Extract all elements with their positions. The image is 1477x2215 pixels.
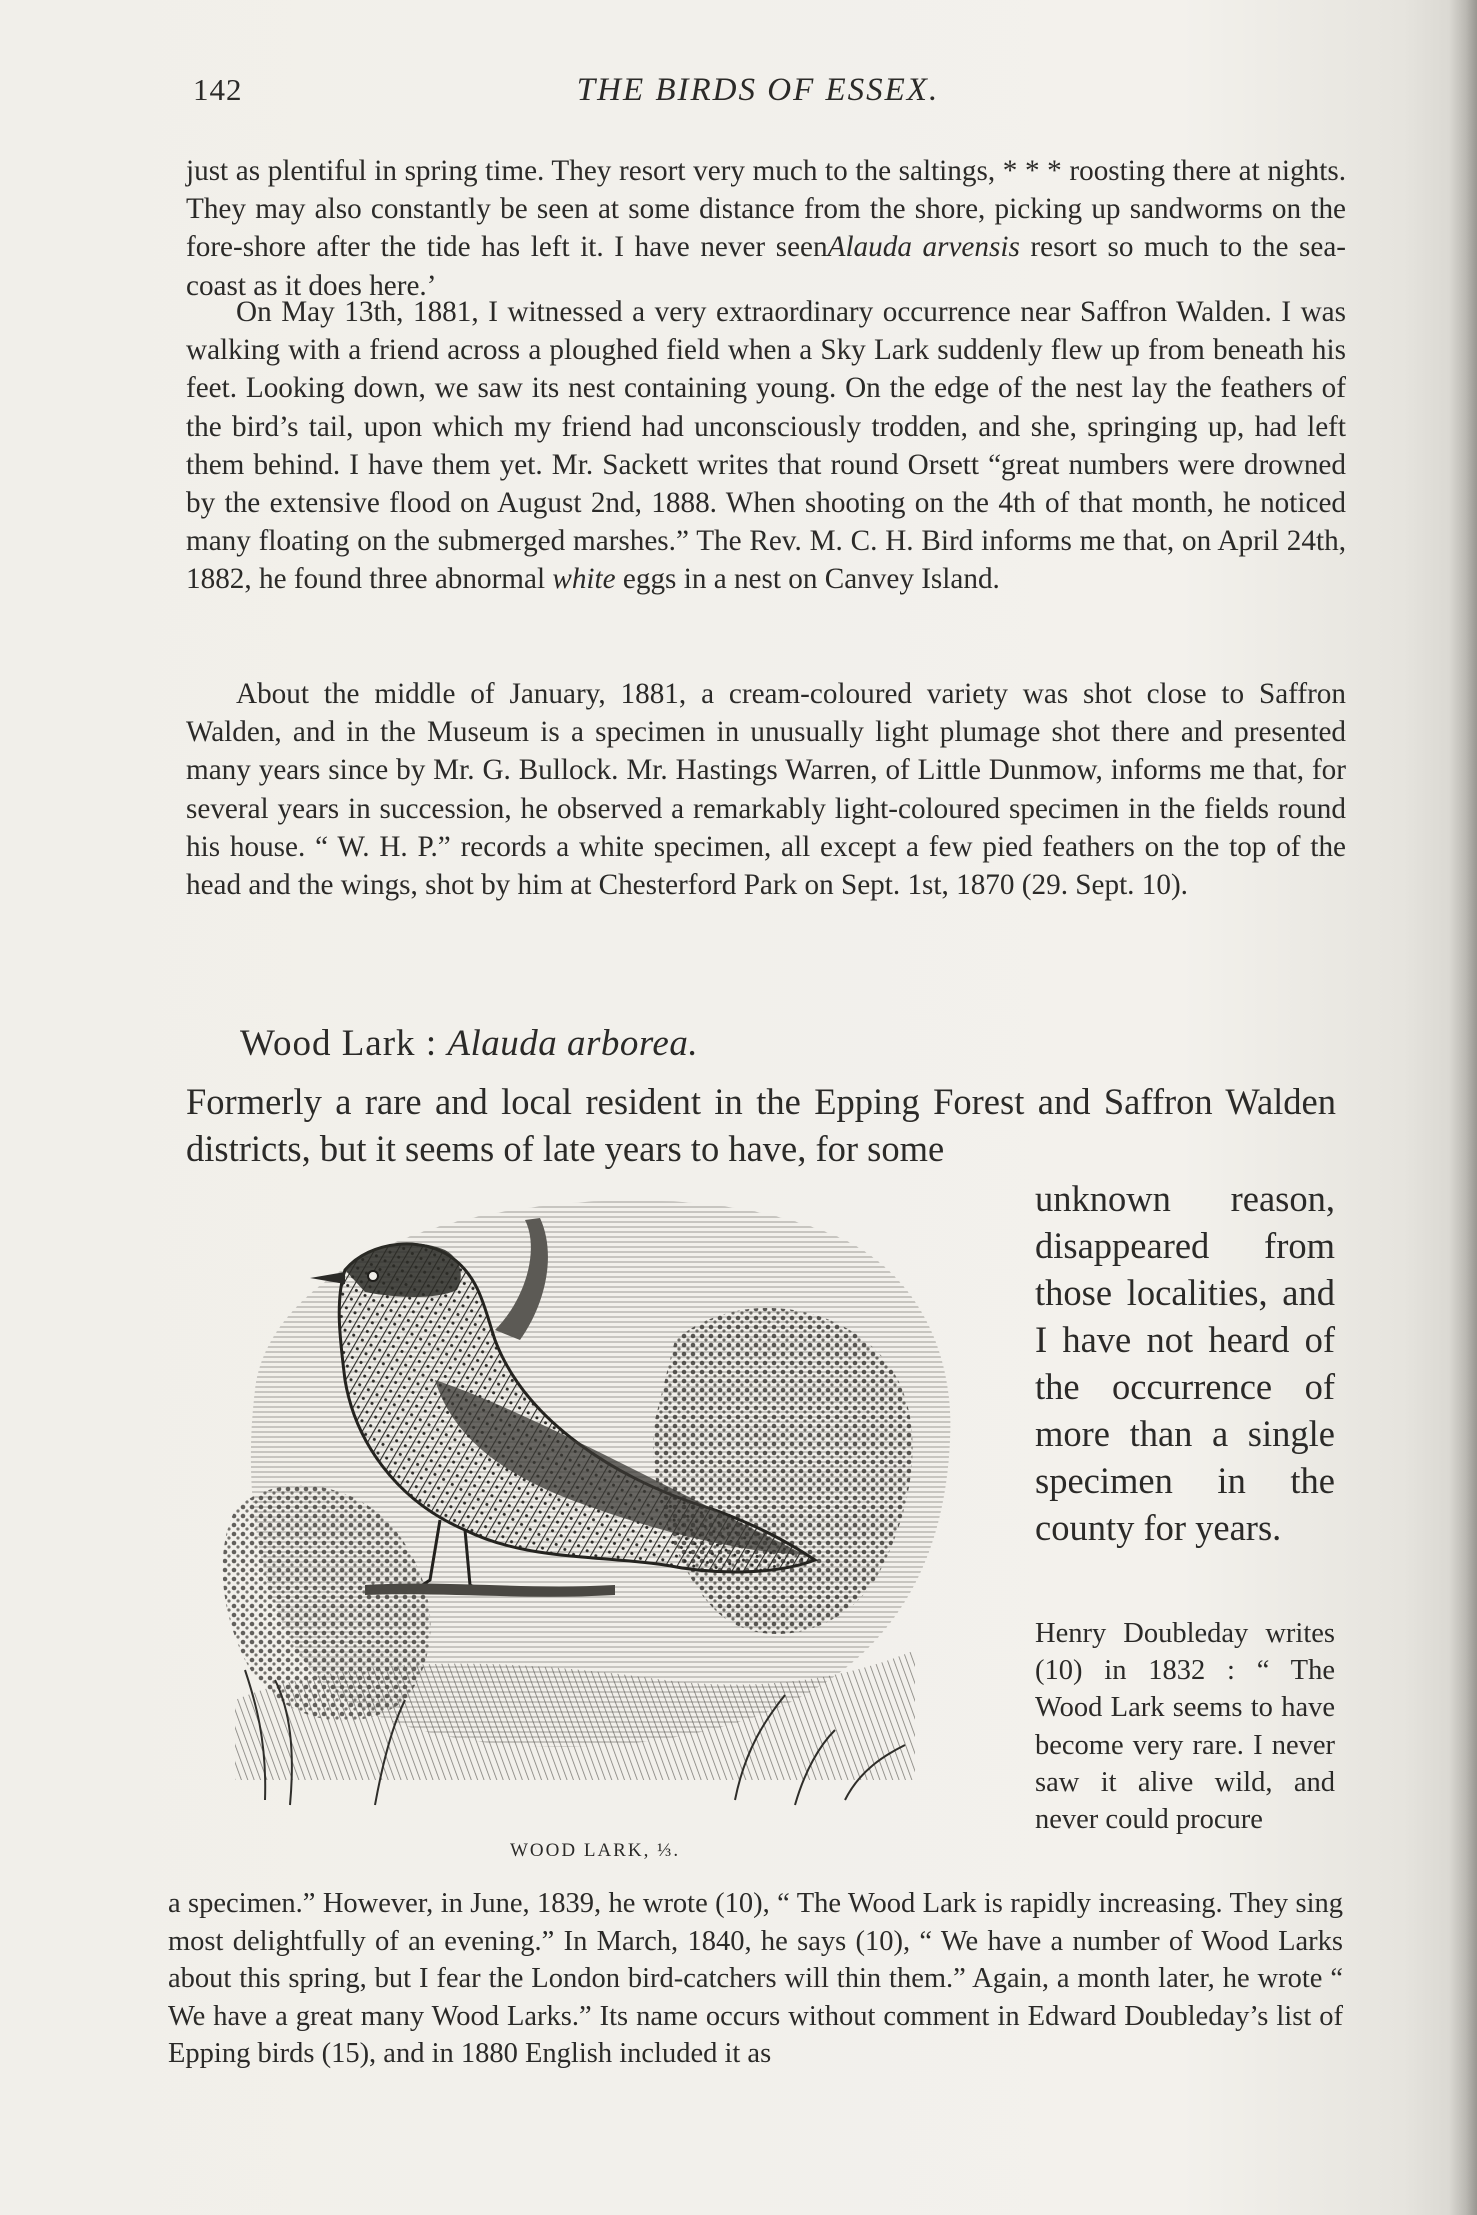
- page-number: 142: [193, 72, 243, 107]
- engraving-svg: [195, 1180, 1025, 1820]
- paragraph-1: [186, 152, 1346, 305]
- paragraph-3: [186, 675, 1346, 904]
- page-header: [193, 72, 1323, 122]
- paragraph-1-end: resort so much to the sea-coast as it does here.’: [186, 231, 1346, 302]
- figure-caption: WOOD LARK, ⅓.: [510, 1840, 681, 1861]
- species-scientific-name: Alauda arborea.: [447, 1023, 699, 1064]
- species-heading: [240, 1022, 698, 1065]
- page-edge-shadow: [1449, 0, 1477, 2215]
- species-separator: :: [425, 1023, 438, 1064]
- bird-head: [345, 1243, 461, 1297]
- bird-eye: [368, 1271, 378, 1281]
- side-column-large: unknown reason, disappeared from those localities, and I have not heard of the occurrence of more than a single specimen in the county for years.: [1035, 1178, 1335, 1548]
- bottom-paragraph: a specimen.” However, in June, 1839, he wrote (10), “ The Wood Lark is rapidly increasing. They sing most delightfully of an evening.” In March, 1840, he says (10), “ We have a number of Wood Larks about this spring, but I fear the London bird-catchers will thin them.” Again, a month later, he wrote “ We have a great many Wood Larks.” Its name occurs without comment in Edward Doubleday’s list of Epping birds (15), and in 1880 English included it as: [168, 1888, 1343, 2069]
- running-title: THE BIRDS OF ESSEX.: [576, 72, 940, 108]
- paragraph-2-text-a: On May 13th, 1881, I witnessed a very extraordinary occurrence near Saffron Walden. I was walking with a friend across a ploughed field when a Sky Lark suddenly flew up from beneath his feet. Looking down, we saw its nest containing young. On the edge of the nest lay the feathers of the bird’s tail, upon which my friend had unconsciously trodden, and she, springing up, had left them behind. I have them yet. Mr. Sackett writes that round Orsett “great numbers were drowned by the extensive flood on August 2nd, 1888. When shooting on the 4th of that month, he noticed many floating on the submerged marshes.” The Rev. M. C. H. Bird informs me that, on April 24th, 1882, he found three abnormal: [186, 296, 1346, 596]
- paragraph-2-text-b: eggs in a nest on Canvey Island.: [615, 563, 1000, 596]
- paragraph-1-italic: Alauda arvensis: [827, 231, 1020, 264]
- side-column-small: Henry Doubleday writes (10) in 1832 : “ The Wood Lark seems to have become very rare. I never saw it alive wild, and never could procure: [1035, 1618, 1335, 1836]
- paragraph-2: [186, 293, 1346, 599]
- species-common-name: Wood Lark: [240, 1023, 416, 1064]
- paragraph-3-text: About the middle of January, 1881, a cream-coloured variety was shot close to Saffron Walden, and in the Museum is a specimen in unusually light plumage shot there and presented many years since by Mr. G. Bullock. Mr. Hastings Warren, of Little Dunmow, informs me that, for several years in succession, he observed a remarkably light-coloured specimen in the fields round his house. “ W. H. P.” records a white specimen, all except a few pied feathers on the top of the head and the wings, shot by him at Chesterford Park on Sept. 1st, 1870 (29. Sept. 10).: [186, 678, 1346, 902]
- wood-lark-illustration: [195, 1180, 1025, 1820]
- lead-paragraph: Formerly a rare and local resident in the Epping Forest and Saffron Walden districts, but it seems of late years to have, for some: [186, 1081, 1336, 1169]
- paragraph-2-italic: white: [552, 563, 616, 596]
- paragraph-1-text: just as plentiful in spring time. They resort very much to the saltings, * * * roosting there at nights. They may also constantly be seen at some distance from the shore, picking up sandworms on the fore-shore after the tide has left it. I have never seen: [186, 155, 1346, 264]
